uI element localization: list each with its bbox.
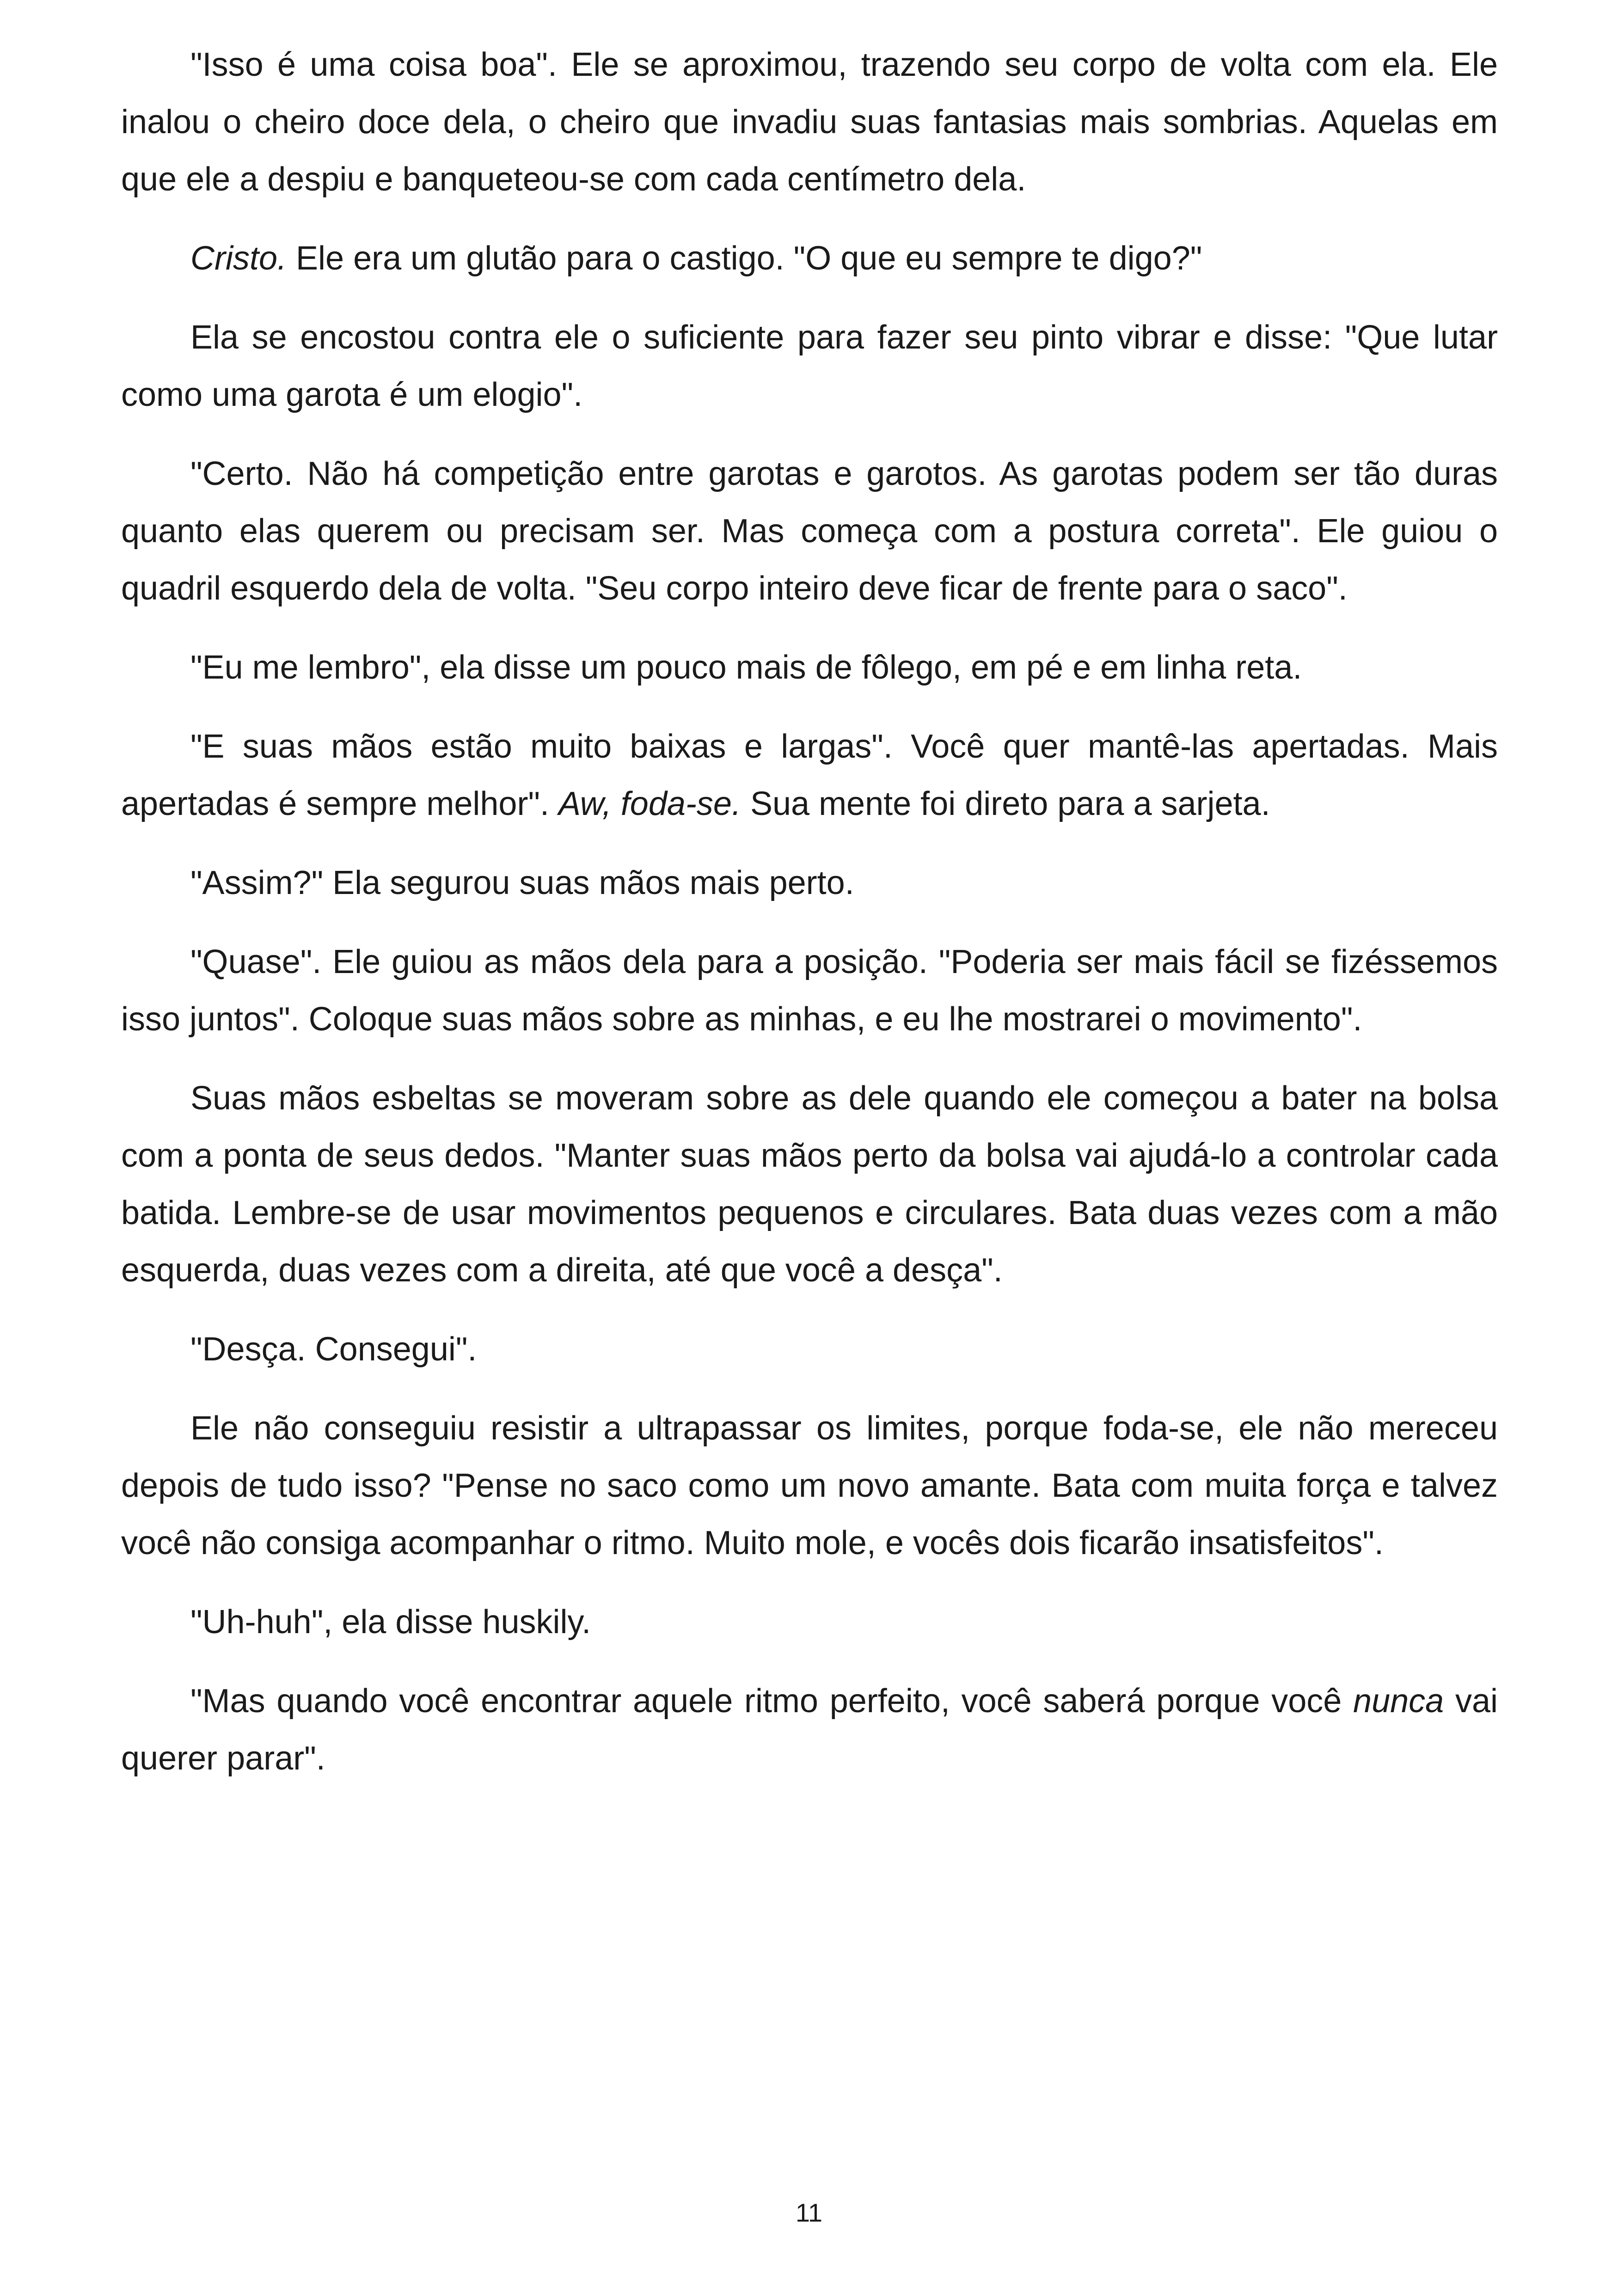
text-run: Ele não conseguiu resistir a ultrapassar os limites, porque foda-se, ele não mereceu depois de tudo isso? "Pense no saco como um novo amante. Bata com muita força e talvez você não consiga acompanhar o ritmo. Muito mole, e vocês dois ficarão insatisfeitos". bbox=[121, 1410, 1498, 1561]
text-run: Sua mente foi direto para a sarjeta. bbox=[741, 785, 1270, 822]
italic-text: Cristo. bbox=[190, 240, 287, 277]
paragraph bbox=[121, 1400, 1498, 1572]
italic-text: Aw, foda-se. bbox=[558, 785, 741, 822]
text-run: "Quase". Ele guiou as mãos dela para a posição. "Poderia ser mais fácil se fizéssemos isso juntos". Coloque suas mãos sobre as minhas, e eu lhe mostrarei o movimento". bbox=[121, 943, 1498, 1038]
italic-text: nunca bbox=[1353, 1683, 1444, 1720]
text-run: "Uh-huh", ela disse huskily. bbox=[190, 1604, 591, 1641]
paragraph bbox=[121, 854, 1498, 912]
paragraph bbox=[121, 639, 1498, 696]
text-run: "Eu me lembro", ela disse um pouco mais de fôlego, em pé e em linha reta. bbox=[190, 649, 1302, 686]
paragraph bbox=[121, 933, 1498, 1048]
paragraph bbox=[121, 1070, 1498, 1299]
text-run: "Isso é uma coisa boa". Ele se aproximou, trazendo seu corpo de volta com ela. Ele inalou o cheiro doce dela, o cheiro que invadiu suas fantasias mais sombrias. Aquelas em que ele a despiu e banqueteou-se com cada centímetro dela. bbox=[121, 46, 1498, 198]
paragraph bbox=[121, 445, 1498, 617]
paragraph bbox=[121, 309, 1498, 423]
text-run: "E suas mãos estão muito baixas e largas". Você quer mantê-las apertadas. Mais apertadas é sempre melhor". bbox=[121, 728, 1498, 822]
text-run: "Desça. Consegui". bbox=[190, 1331, 477, 1368]
text-run: "Assim?" Ela segurou suas mãos mais perto. bbox=[190, 864, 854, 901]
paragraph bbox=[121, 1321, 1498, 1378]
text-run: "Certo. Não há competição entre garotas e garotos. As garotas podem ser tão duras quanto elas querem ou precisam ser. Mas começa com a postura correta". Ele guiou o quadril esquerdo dela de volta. "Seu corpo inteiro deve ficar de frente para o saco". bbox=[121, 455, 1498, 607]
paragraph bbox=[121, 1593, 1498, 1651]
text-run: Ele era um glutão para o castigo. "O que eu sempre te digo?" bbox=[287, 240, 1202, 277]
text-run: Suas mãos esbeltas se moveram sobre as dele quando ele começou a bater na bolsa com a ponta de seus dedos. "Manter suas mãos perto da bolsa vai ajudá-lo a controlar cada batida. Lembre-se de usar movimentos pequenos e circulares. Bata duas vezes com a mão esquerda, duas vezes com a direita, até que você a desça". bbox=[121, 1080, 1498, 1289]
paragraph bbox=[121, 36, 1498, 208]
text-run: Ela se encostou contra ele o suficiente para fazer seu pinto vibrar e disse: "Que lutar como uma garota é um elogio". bbox=[121, 319, 1498, 413]
text-run: "Mas quando você encontrar aquele ritmo perfeito, você saberá porque você bbox=[190, 1683, 1354, 1720]
paragraph bbox=[121, 230, 1498, 287]
page-number: 11 bbox=[795, 2198, 823, 2227]
body-text bbox=[121, 36, 1498, 1809]
text-run: vai querer parar". bbox=[121, 1683, 1498, 1777]
paragraph bbox=[121, 1672, 1498, 1787]
paragraph bbox=[121, 718, 1498, 833]
